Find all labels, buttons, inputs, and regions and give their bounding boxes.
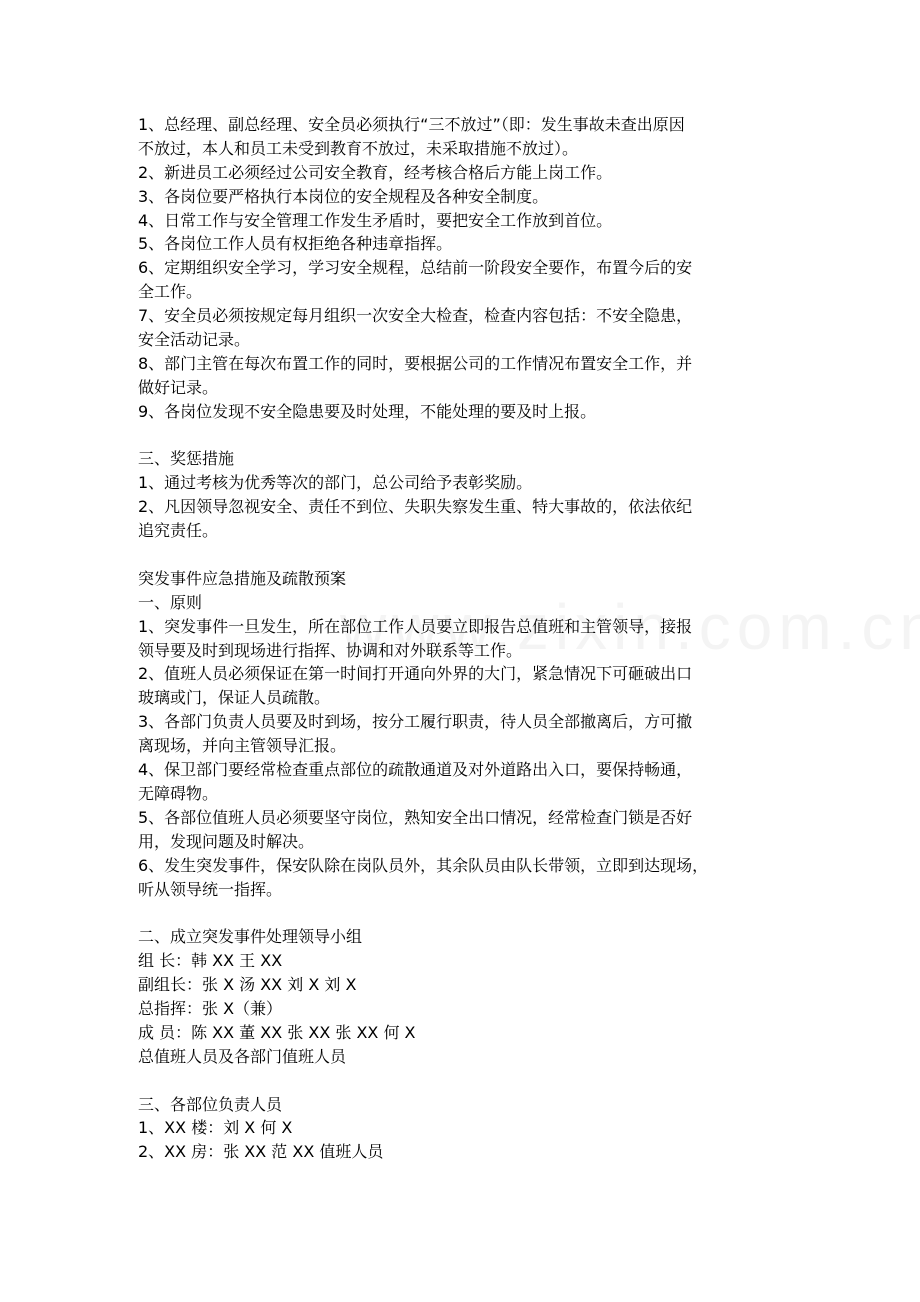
text-line: 离现场，并向主管领导汇报。 bbox=[138, 736, 347, 756]
paragraph-spacer bbox=[138, 424, 788, 448]
text-line: 1、XX 楼：刘 X 何 X bbox=[138, 1118, 293, 1138]
text-line: 8、部门主管在每次布置工作的同时，要根据公司的工作情况布置安全工作，并 bbox=[138, 353, 693, 373]
text-line: 9、各岗位发现不安全隐患要及时处理，不能处理的要及时上报。 bbox=[138, 401, 597, 421]
text-line: 成 员：陈 XX 董 XX 张 XX 张 XX 何 X bbox=[138, 1022, 416, 1042]
text-line: 2、XX 房：张 XX 范 XX 值班人员 bbox=[138, 1142, 384, 1162]
text-line: 突发事件应急措施及疏散预案 bbox=[138, 568, 347, 588]
text-line: 听从领导统一指挥。 bbox=[138, 879, 283, 899]
section bbox=[138, 447, 788, 543]
text-line: 三、奖惩措施 bbox=[138, 449, 235, 469]
text-line: 组 长：韩 XX 王 XX bbox=[138, 951, 283, 971]
text-line: 做好记录。 bbox=[138, 377, 219, 397]
text-line: 追究责任。 bbox=[138, 521, 219, 541]
text-line: 6、发生突发事件，保安队除在岗队员外，其余队员由队长带领，立即到达现场， bbox=[138, 855, 709, 875]
paragraph-spacer bbox=[138, 543, 788, 567]
text-line: 4、日常工作与安全管理工作发生矛盾时，要把安全工作放到首位。 bbox=[138, 210, 613, 230]
text-line: 一、原则 bbox=[138, 592, 203, 612]
text-line: 玻璃或门，保证人员疏散。 bbox=[138, 688, 331, 708]
text-line: 总值班人员及各部门值班人员 bbox=[138, 1046, 347, 1066]
text-line: 2、值班人员必须保证在第一时间打开通向外界的大门，紧急情况下可砸破出口 bbox=[138, 664, 693, 684]
section bbox=[138, 113, 788, 424]
text-line: 安全活动记录。 bbox=[138, 330, 251, 350]
text-line: 总指挥：张 X（兼） bbox=[138, 998, 283, 1018]
section bbox=[138, 1093, 788, 1165]
text-line: 5、各岗位工作人员有权拒绝各种违章指挥。 bbox=[138, 234, 453, 254]
text-line: 2、凡因领导忽视安全、责任不到位、失职失察发生重、特大事故的，依法依纪 bbox=[138, 497, 693, 517]
text-line: 1、突发事件一旦发生，所在部位工作人员要立即报告总值班和主管领导，接报 bbox=[138, 616, 693, 636]
text-line: 6、定期组织安全学习，学习安全规程，总结前一阶段安全要作，布置今后的安 bbox=[138, 258, 693, 278]
section bbox=[138, 567, 788, 901]
text-line: 1、通过考核为优秀等次的部门，总公司给予表彰奖励。 bbox=[138, 473, 533, 493]
text-line: 3、各岗位要严格执行本岗位的安全规程及各种安全制度。 bbox=[138, 186, 549, 206]
text-line: 用，发现问题及时解决。 bbox=[138, 831, 315, 851]
text-line: 全工作。 bbox=[138, 282, 203, 302]
text-line: 5、各部位值班人员必须要坚守岗位，熟知安全出口情况，经常检查门锁是否好 bbox=[138, 807, 693, 827]
text-line: 二、成立突发事件处理领导小组 bbox=[138, 927, 363, 947]
text-line: 不放过，本人和员工未受到教育不放过，未采取措施不放过）。 bbox=[138, 138, 579, 158]
paragraph-spacer bbox=[138, 1069, 788, 1093]
text-line: 副组长：张 X 汤 XX 刘 X 刘 X bbox=[138, 975, 357, 995]
text-line: 无障碍物。 bbox=[138, 783, 219, 803]
text-line: 1、总经理、副总经理、安全员必须执行“三不放过”（即：发生事故未查出原因 bbox=[138, 115, 685, 134]
text-line: 2、新进员工必须经过公司安全教育，经考核合格后方能上岗工作。 bbox=[138, 162, 613, 182]
text-line: 7、安全员必须按规定每月组织一次安全大检查，检查内容包括：不安全隐患， bbox=[138, 306, 693, 326]
text-line: 4、保卫部门要经常检查重点部位的疏散通道及对外道路出入口，要保持畅通， bbox=[138, 760, 693, 780]
paragraph-spacer bbox=[138, 901, 788, 925]
text-line: 领导要及时到现场进行指挥、协调和对外联系等工作。 bbox=[138, 640, 523, 660]
text-line: 3、各部门负责人员要及时到场，按分工履行职责，待人员全部撤离后，方可撤 bbox=[138, 712, 693, 732]
text-line: 三、各部位负责人员 bbox=[138, 1094, 283, 1114]
document-body bbox=[138, 113, 788, 1164]
section bbox=[138, 925, 788, 1068]
